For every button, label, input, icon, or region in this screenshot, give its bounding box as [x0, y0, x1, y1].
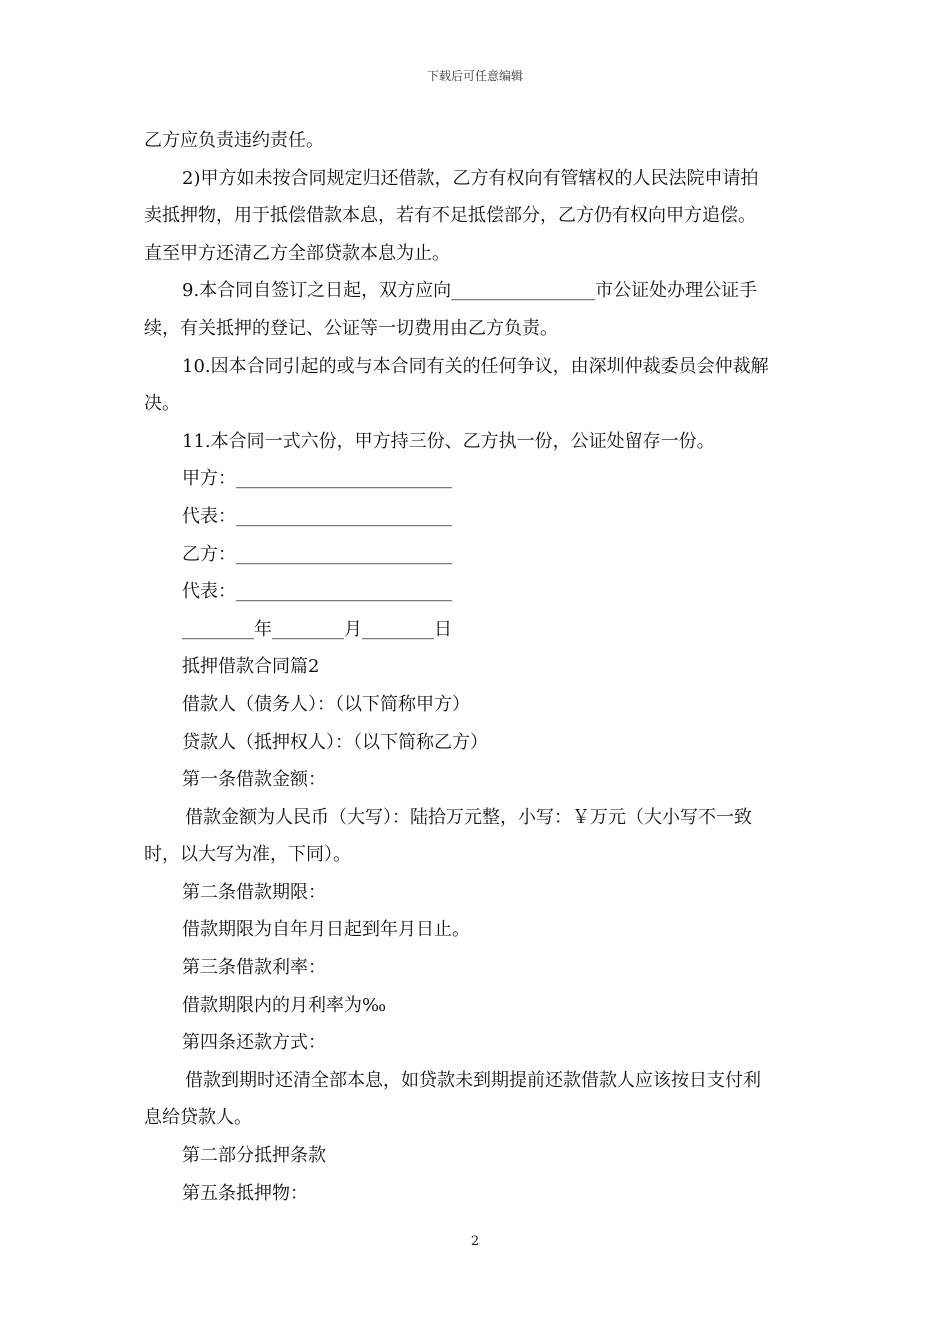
article-heading: 第四条还款方式： [182, 1032, 326, 1054]
text-line: 时，以大写为准，下同）。 [144, 844, 351, 866]
text-line: 续，有关抵押的登记、公证等一切费用由乙方负责。 [144, 317, 558, 339]
text-line: 直至甲方还清乙方全部贷款本息为止。 [144, 242, 450, 264]
article-heading: 第一条借款金额： [182, 769, 326, 791]
signature-party-b: 乙方：________________________ [182, 543, 452, 565]
text-line: 借款金额为人民币（大写）：陆拾万元整，小写：￥万元（大小写不一致 [185, 806, 752, 828]
article-heading: 第五条抵押物： [182, 1182, 308, 1204]
text-line: 借款期限内的月利率为‰ [182, 994, 387, 1016]
signature-date: ________年________月________日 [182, 618, 452, 640]
article-heading: 第三条借款利率： [182, 957, 326, 979]
section-heading: 第二部分抵押条款 [182, 1145, 326, 1167]
text-line: 乙方应负责违约责任。 [144, 130, 324, 151]
text-line: 11.本合同一式六份，甲方持三份、乙方执一份，公证处留存一份。 [182, 430, 715, 452]
page-number: 2 [470, 1234, 480, 1249]
text-line: 贷款人（抵押权人）：（以下简称乙方） [182, 731, 488, 753]
text-line: 借款期限为自年月日起到年月日止。 [182, 919, 470, 941]
page-header-note: 下载后可任意编辑 [426, 69, 523, 83]
signature-party-a: 甲方：________________________ [182, 468, 452, 490]
text-line: 10.因本合同引起的或与本合同有关的任何争议，由深圳仲裁委员会仲裁解 [182, 355, 769, 377]
text-line: 9.本合同自签订之日起，双方应向________________市公证处办理公证手 [182, 280, 758, 302]
signature-representative-b: 代表：________________________ [182, 581, 452, 603]
document-body [144, 122, 809, 1212]
text-line: 卖抵押物，用于抵偿借款本息，若有不足抵偿部分，乙方仍有权向甲方追偿。 [144, 205, 756, 227]
article-heading: 第二条借款期限： [182, 881, 326, 903]
text-line: 借款人（债务人）：（以下简称甲方） [182, 693, 470, 715]
text-line: 借款到期时还清全部本息，如贷款未到期提前还款借款人应该按日支付利 [185, 1069, 761, 1091]
signature-representative-a: 代表：________________________ [182, 505, 452, 527]
section-title: 抵押借款合同篇2 [182, 656, 320, 678]
text-line: 息给贷款人。 [144, 1107, 252, 1129]
text-line: 2)甲方如未按合同规定归还借款，乙方有权向有管辖权的人民法院申请拍 [182, 167, 759, 189]
text-line: 决。 [144, 393, 180, 415]
